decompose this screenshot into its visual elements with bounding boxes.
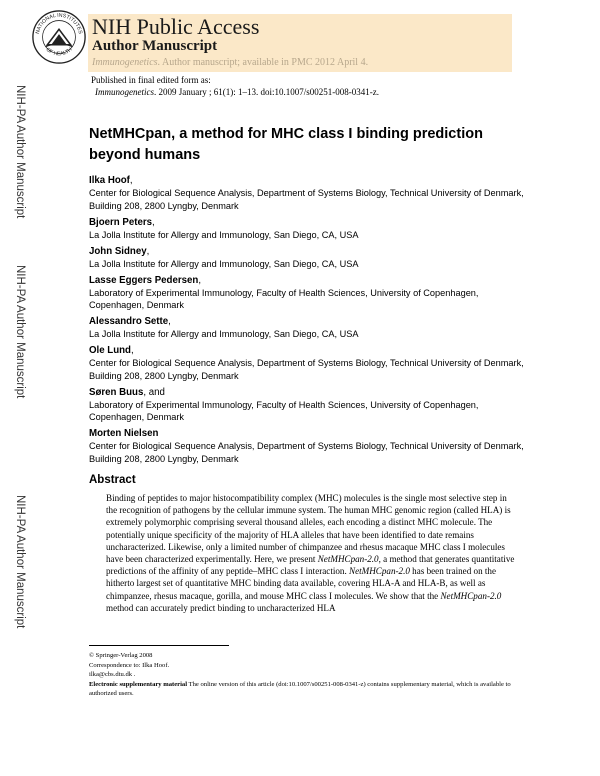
supplementary-label: Electronic supplementary material: [89, 680, 188, 688]
published-line: Published in final edited form as:: [91, 75, 211, 85]
method-name: NetMHCpan-2.0: [349, 566, 410, 577]
svg-text:OF HEALTH: [45, 47, 74, 58]
nih-seal-logo: [30, 8, 88, 66]
method-name: NetMHCpan-2.0: [440, 590, 502, 601]
side-label-2: NIH-PA Author Manuscript: [14, 265, 26, 399]
author-entry: [89, 316, 529, 341]
author-suffix: ,: [168, 316, 171, 327]
author-entry: [89, 175, 529, 212]
method-name: NetMHCpan-2.0: [317, 554, 379, 565]
author-name: Lasse Eggers Pedersen: [89, 274, 199, 286]
author-affiliation: Center for Biological Sequence Analysis, Department of Systems Biology, Technical University of Denmark, Building 208, 2800 Lyngby, Denmark: [89, 358, 524, 381]
svg-text:NATIONAL INSTITUTES: [35, 13, 83, 35]
author-entry: [89, 246, 529, 271]
author-name: Ilka Hoof: [89, 175, 130, 186]
footnote-divider: [89, 645, 229, 646]
author-name: Alessandro Sette: [89, 316, 169, 327]
side-label-3: NIH-PA Author Manuscript: [14, 495, 26, 629]
abstract-heading: Abstract: [89, 474, 136, 486]
author-name: Søren Buus: [89, 386, 144, 398]
author-name: Ole Lund: [89, 345, 131, 356]
side-label-1: NIH-PA Author Manuscript: [14, 85, 26, 219]
author-manuscript-title: Author Manuscript: [92, 38, 218, 54]
journal-name: Immunogenetics: [92, 57, 158, 68]
nih-public-access-title: NIH Public Access: [92, 14, 260, 39]
author-suffix: ,: [129, 175, 133, 186]
footnotes: [89, 651, 519, 699]
author-name: Morten Nielsen: [89, 428, 159, 439]
seal-text-top: NATIONAL INSTITUTES: [34, 12, 84, 35]
author-affiliation: Center for Biological Sequence Analysis, Department of Systems Biology, Technical University of Denmark, Building 208, 2800 Lyngby, Denmark: [89, 441, 524, 464]
author-affiliation: La Jolla Institute for Allergy and Immunology, San Diego, CA, USA: [89, 258, 359, 269]
author-entry: [89, 217, 529, 242]
author-entry: [89, 428, 529, 465]
copyright-note: © Springer-Verlag 2008: [89, 652, 153, 659]
paper-title: NetMHCpan, a method for MHC class I binding prediction beyond humans: [89, 126, 483, 163]
author-affiliation: La Jolla Institute for Allergy and Immunology, San Diego, CA, USA: [89, 329, 359, 339]
seal-text-bottom: OF HEALTH: [44, 46, 74, 58]
abstract-text: Binding of peptides to major histocompatibility complex (MHC) molecules is the single most selective step in the recognition of pathogens by the cellular immune system. The human MHC genomic region (called HLA) is extremely polymorphic comprising several thousand alleles, each encoding a distinct MHC molecule. The potentially unique specificity of the majority of HLA alleles that have been identified to date remains uncharacterized. Likewise, only a limited number of chimpanzee and rhesus macaque MHC class I molecules have been characterized experimentally. Here, we present NetMHCpan-2.0, a method that generates quantitative predictions of the affinity of any peptide–MHC class I interaction. NetMHCpan-2.0 has been trained on the hitherto largest set of quantitative MHC binding data available, covering HLA-A and HLA-B, as well as chimpanzee, rhesus macaque, gorilla, and mouse MHC class I molecules. We show that the NetMHCpan-2.0 method can accurately predict binding to uncharacterized HLA: [106, 493, 515, 613]
author-suffix: , and: [143, 386, 165, 398]
author-suffix: ,: [146, 245, 150, 257]
author-affiliation: La Jolla Institute for Allergy and Immunology, San Diego, CA, USA: [89, 229, 359, 240]
author-entry: [89, 345, 529, 382]
author-suffix: ,: [198, 274, 202, 286]
author-name: Bjoern Peters: [89, 216, 152, 228]
author-entry: [89, 275, 529, 312]
author-suffix: ,: [130, 345, 134, 356]
author-list: [89, 175, 529, 470]
author-name: John Sidney: [89, 245, 147, 257]
correspondence-note: Correspondence to: Ilka Hoof.: [89, 661, 170, 669]
author-affiliation: Laboratory of Experimental Immunology, Faculty of Health Sciences, University of Copenhagen, Copenhagen, Denmark: [89, 287, 479, 310]
citation-details: . 2009 January ; 61(1): 1–13. doi:10.1007/s00251-008-0341-z.: [153, 87, 379, 97]
author-affiliation: Center for Biological Sequence Analysis, Department of Systems Biology, Technical University of Denmark, Building 208, 2800 Lyngby, Denmark: [89, 188, 524, 211]
citation: [91, 86, 379, 98]
author-suffix: ,: [152, 216, 155, 228]
journal-availability: [92, 57, 368, 68]
availability-text: . Author manuscript; available in PMC 2012 April 4.: [157, 57, 369, 68]
author-affiliation: Laboratory of Experimental Immunology, Faculty of Health Sciences, University of Copenhagen, Copenhagen, Denmark: [89, 399, 479, 422]
citation-journal: Immunogenetics: [95, 87, 154, 97]
author-entry: [89, 387, 529, 424]
supplementary-note: [89, 680, 519, 699]
publication-info: [91, 74, 379, 98]
supplementary-text: The online version of this article (doi:10.1007/s00251-008-0341-z) contains supplementary material, which is available to authorized users.: [89, 680, 511, 698]
email-link[interactable]: ilka@cbs.dtu.dk .: [89, 671, 136, 679]
